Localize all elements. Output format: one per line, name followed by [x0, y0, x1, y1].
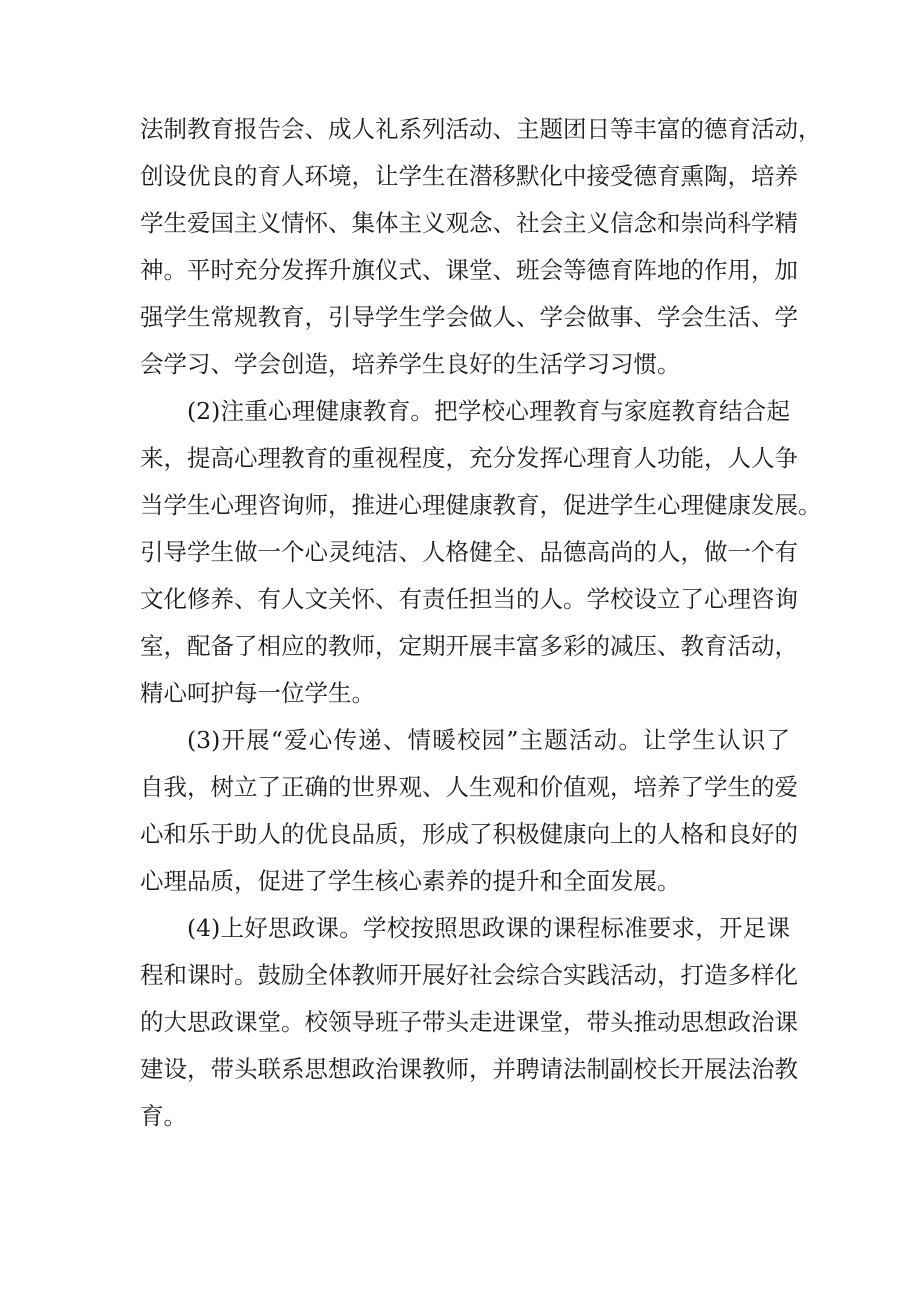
text-line: 学生爱国主义情怀、集体主义观念、社会主义信念和崇尚科学精: [140, 209, 798, 237]
paragraph-moral-activities: [140, 106, 822, 388]
text-line: 文化修养、有人文关怀、有责任担当的人。学校设立了心理咨询: [140, 585, 798, 613]
text-line: 建设，带头联系思想政治课教师，并聘请法制副校长开展法治教: [140, 1055, 798, 1083]
text-line: 神。平时充分发挥升旗仪式、课堂、班会等德育阵地的作用，加: [140, 256, 798, 284]
paragraph-love-campaign: [140, 717, 798, 905]
text-line: 育。: [140, 1102, 187, 1130]
text-line: 会学习、学会创造，培养学生良好的生活学习习惯。: [140, 350, 681, 378]
paragraph-mental-health: [140, 388, 822, 717]
text-line: 程和课时。鼓励全体教师开展好社会综合实践活动，打造多样化: [140, 961, 798, 989]
text-line: 室，配备了相应的教师，定期开展丰富多彩的减压、教育活动，: [140, 632, 798, 660]
document-body: [140, 106, 822, 1140]
text-line: 强学生常规教育，引导学生学会做人、学会做事、学会生活、学: [140, 303, 798, 331]
text-line: 法制教育报告会、成人礼系列活动、主题团日等丰富的德育活动，: [140, 115, 822, 143]
text-line: 自我，树立了正确的世界观、人生观和价值观，培养了学生的爱: [140, 773, 798, 801]
text-line: 引导学生做一个心灵纯洁、人格健全、品德高尚的人，做一个有: [140, 538, 798, 566]
text-line: (2)注重心理健康教育。把学校心理教育与家庭教育结合起: [187, 397, 790, 425]
text-line: 心理品质，促进了学生核心素养的提升和全面发展。: [140, 867, 681, 895]
text-line: 的大思政课堂。校领导班子带头走进课堂，带头推动思想政治课: [140, 1008, 798, 1036]
text-line: 创设优良的育人环境，让学生在潜移默化中接受德育熏陶，培养: [140, 162, 798, 190]
text-line: 来，提高心理教育的重视程度，充分发挥心理育人功能，人人争: [140, 444, 798, 472]
text-line: 当学生心理咨询师，推进心理健康教育，促进学生心理健康发展。: [140, 491, 822, 519]
paragraph-ideology-course: [140, 905, 798, 1140]
text-line: 精心呵护每一位学生。: [140, 679, 375, 707]
text-line: (4)上好思政课。学校按照思政课的课程标准要求，开足课: [187, 914, 790, 942]
text-line: (3)开展“爱心传递、情暖校园”主题活动。让学生认识了: [187, 726, 790, 754]
text-line: 心和乐于助人的优良品质，形成了积极健康向上的人格和良好的: [140, 820, 798, 848]
